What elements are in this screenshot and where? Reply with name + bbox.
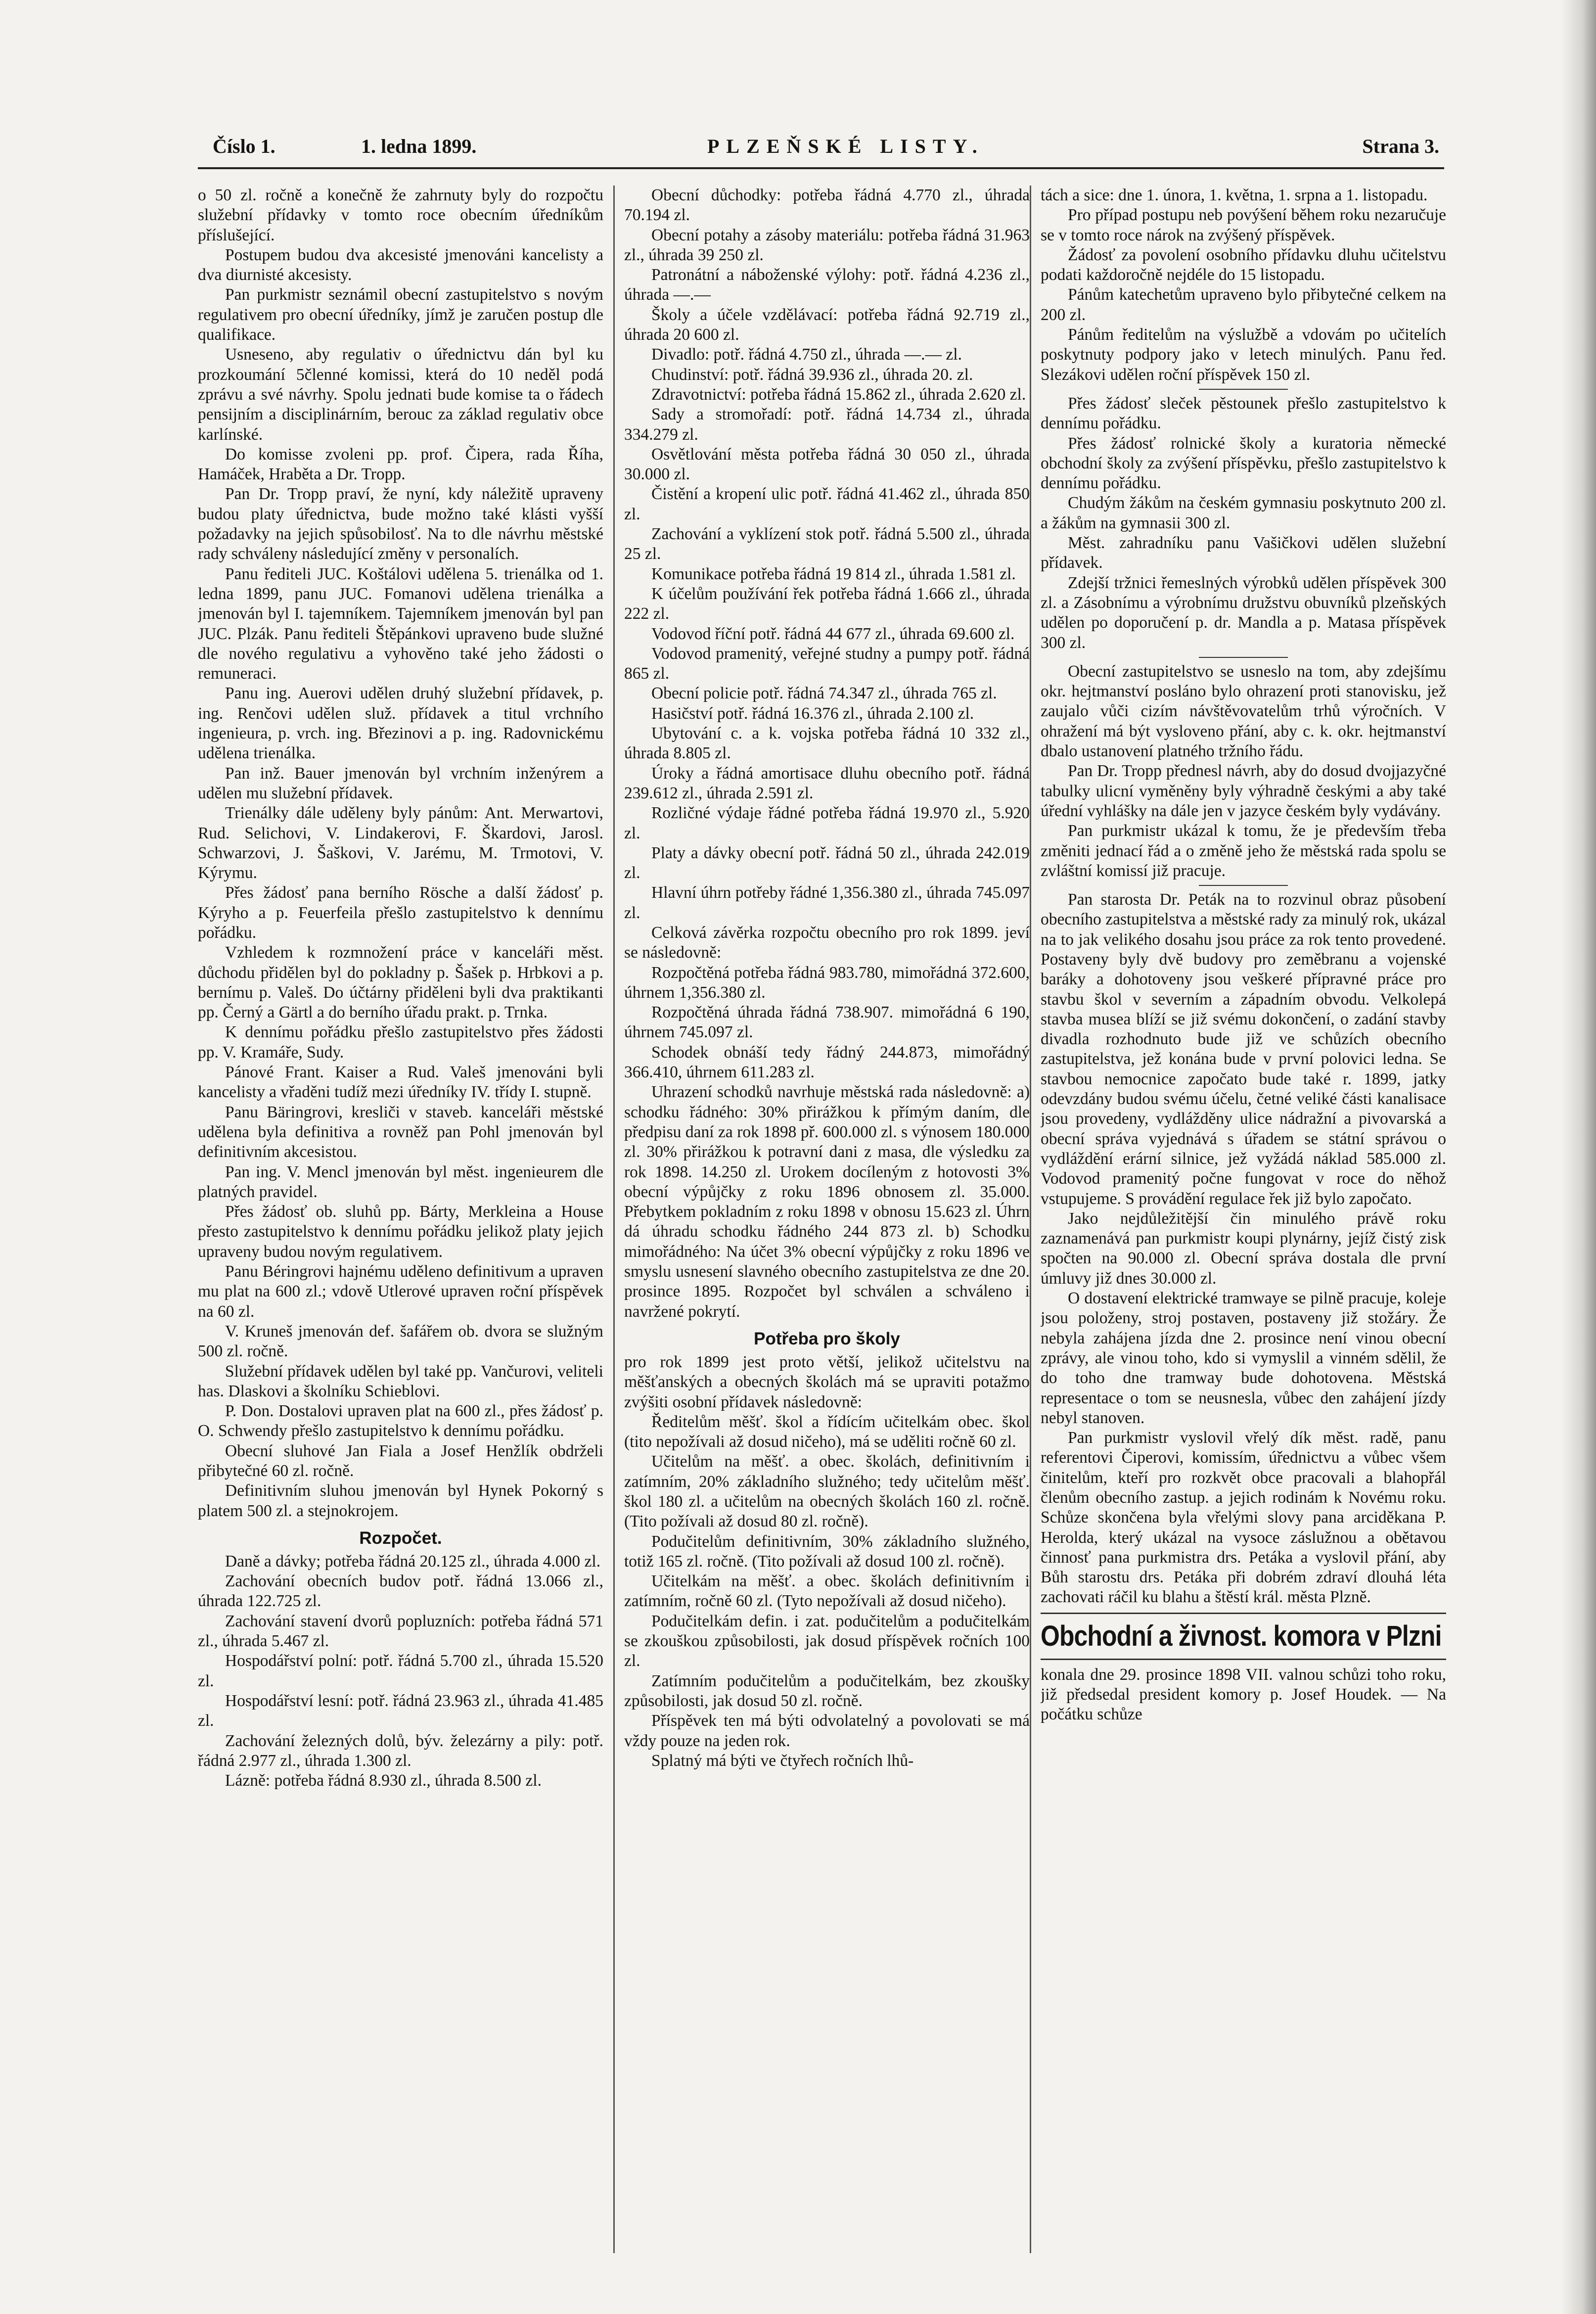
paragraph: P. Don. Dostalovi upraven plat na 600 zl., přes žádosť p. O. Schwendy přešlo zastupitelstvo k dennímu pořádku.: [198, 1402, 603, 1440]
paragraph: Trienálky dále uděleny byly pánům: Ant. Merwartovi, Rud. Selichovi, V. Lindakerovi, F. Škardovi, Jarosl. Schwarzovi, J. Šaškovi, V. Jarému, M. Trmotovi, V. Kýrymu.: [198, 804, 603, 882]
paragraph: Rozličné výdaje řádné potřeba řádná 19.970 zl., 5.920 zl.: [624, 804, 1030, 842]
paragraph: K dennímu pořádku přešlo zastupitelstvo přes žádosti pp. V. Kramáře, Sudy.: [198, 1023, 603, 1062]
paragraph: Vzhledem k rozmnožení práce v kanceláři měst. důchodu přidělen byl do pokladny p. Šašek p. Hrbkovi a p. bernímu p. Valeš. Do účtárny přiděleni byli dva praktikanti pp. Černý a Gärtl a do berního úřadu prakt. p. Trnka.: [198, 943, 603, 1022]
section-rule: [1199, 885, 1288, 886]
paragraph: Přes žádosť sleček pěstounek přešlo zastupitelstvo k dennímu pořádku.: [1041, 394, 1446, 433]
section-rule: [1041, 1613, 1446, 1614]
paragraph: Zachování obecních budov potř. řádná 13.066 zl., úhrada 122.725 zl.: [198, 1572, 603, 1611]
paragraph: Služební přídavek udělen byl také pp. Vančurovi, veliteli has. Dlaskovi a školníku Schieblovi.: [198, 1362, 603, 1400]
paragraph: Hospodářství lesní: potř. řádná 23.963 zl., úhrada 41.485 zl.: [198, 1691, 603, 1730]
paragraph: Pánové Frant. Kaiser a Rud. Valeš jmenováni byli kancelisty a vřaděni tudíž mezi úředníky IV. třídy I. stupně.: [198, 1063, 603, 1102]
paragraph: Podučitelkám defin. i zat. podučitelům a podučitelkám se zkouškou způsobilosti, jak dosud příspěvek ročních 100 zl.: [624, 1612, 1030, 1670]
paragraph: Pánům ředitelům na výslužbě a vdovám po učitelích poskytnuty podpory jako v letech minulých. Panu řed. Slezákovi udělen roční příspěvek 150 zl.: [1041, 325, 1446, 384]
paragraph: Pro případ postupu neb povýšení během roku nezaručuje se v tomto roce nárok na zvýšený příspěvek.: [1041, 206, 1446, 244]
paragraph: Pan starosta Dr. Peták na to rozvinul obraz působení obecního zastupitelstva a městské rady za minulý rok, ukázal na to jak velikého dosahu jsou práce za rok tento provedené. Postaveny byly dvě budovy pro zeměbranu a vojenské baráky a dohotoveny jsou veškeré přípravné práce pro stavbu škol v severním a západním obvodu. Velkolepá stavba musea blíží se již svému dokončení, o zadání stavby divadla rozhodnuto bude již ve schůzích obecního zastupitelstva, jež konána bude v první polovici ledna. Se stavbou nemocnice započato bude také r. 1899, jatky odevzdány budou svému účelu, četné veliké části kanalisace jsou provedeny, vydlážděny ulice nádražní a pivovarská a obecní správa vyjednává s úřadem se státní správou o vydláždění erární silnice, jež vyžádá náklad 585.000 zl. Vodovod pramenitý počne fungovat v roce do něhož vstupujeme. S provádění regulace řek již bylo započato.: [1041, 890, 1446, 1208]
paragraph: Pánům katechetům upraveno bylo přibytečné celkem na 200 zl.: [1041, 285, 1446, 324]
paragraph: Obecní potahy a zásoby materiálu: potřeba řádná 31.963 zl., úhrada 39 250 zl.: [624, 226, 1030, 264]
paragraph: Chudým žákům na českém gymnasiu poskytnuto 200 zl. a žákům na gymnasii 300 zl.: [1041, 494, 1446, 532]
section-heading: Rozpočet.: [359, 1528, 442, 1548]
paragraph: O dostavení elektrické tramwaye se pilně pracuje, koleje jsou položeny, stroj postaven, postaveny již stožáry. Že nebyla zahájena jízda dne 2. prosince není vinou obecní zprávy, ale vinou toho, kdo si vymyslil a vinném sdělil, že do toho dne tramway bude dohotovena. Městská representace o tom se neusnesla, vůbec den zahájení jízdy nebyl stanoven.: [1041, 1289, 1446, 1427]
paragraph: Obecní policie potř. řádná 74.347 zl., úhrada 765 zl.: [651, 684, 997, 703]
paragraph: Sady a stromořadí: potř. řádná 14.734 zl., úhrada 334.279 zl.: [624, 405, 1030, 444]
paragraph: Panu Bäringrovi, kresliči v staveb. kanceláři městské udělena byla definitiva a rovněž pan Pohl jmenován byl definitivním akcesistou.: [198, 1103, 603, 1161]
paragraph: V. Kruneš jmenován def. šafářem ob. dvora se služným 500 zl. ročně.: [198, 1322, 603, 1361]
paragraph: Obecní sluhové Jan Fiala a Josef Henžlík obdrželi přibytečné 60 zl. ročně.: [198, 1441, 603, 1480]
column-2: [624, 185, 1030, 2293]
paragraph: Osvětlování města potřeba řádná 30 050 zl., úhrada 30.000 zl.: [624, 445, 1030, 484]
paragraph: o 50 zl. ročně a konečně že zahrnuty byly do rozpočtu služební přídavky v tomto roce obecním úředníkům příslušející.: [198, 186, 603, 244]
paragraph: Měst. zahradníku panu Vašičkovi udělen služební přídavek.: [1041, 534, 1446, 572]
paragraph: Zdejší tržnici řemeslných výrobků udělen příspěvek 300 zl. a Zásobnímu a výrobnímu družstvu obuvníků plzeňských udělen po doporučení p. dr. Mandla a p. Matasa příspěvek 300 zl.: [1041, 573, 1446, 652]
paragraph: Ředitelům měšť. škol a řídícím učitelkám obec. škol (tito nepožívali až dosud ničeho), má se uděliti ročně 60 zl.: [624, 1412, 1030, 1451]
column-3: [1041, 185, 1446, 2293]
paragraph: Definitivním sluhou jmenován byl Hynek Pokorný s platem 500 zl. a stejnokrojem.: [198, 1481, 603, 1520]
paragraph: Pan purkmistr seznámil obecní zastupitelstvo s novým regulativem pro obecní úředníky, jímž je zaručen postup dle qualifikace.: [198, 285, 603, 344]
paragraph: Zachování a vyklízení stok potř. řádná 5.500 zl., úhrada 25 zl.: [624, 525, 1030, 563]
paragraph: Přes žádosť ob. sluhů pp. Bárty, Merkleina a House přesto zastupitelstvo k dennímu pořádku jelikož platy jejich upraveny budou novým regulativem.: [198, 1203, 603, 1261]
paragraph: Jako nejdůležitější čin minulého právě roku zaznamenává pan purkmistr koupi plynárny, jejíž čistý zisk spočten na 90.000 zl. Obecní správa dostala dle první úmluvy již dnes 30.000 zl.: [1041, 1209, 1446, 1288]
paragraph: Obecní důchodky: potřeba řádná 4.770 zl., úhrada 70.194 zl.: [624, 186, 1030, 225]
paragraph: Obecní zastupitelstvo se usneslo na tom, aby zdejšímu okr. hejtmanství posláno bylo ohrazení proti stanovisku, jež zaujalo vůči cizím návštěvovatelům trhů výročních. V ohražení má být vysloveno přání, aby c. k. okr. hejtmanství dbalo ustanovení platného tržního řádu.: [1041, 662, 1446, 761]
paragraph: Zatímním podučitelům a podučitelkám, bez zkoušky způsobilosti, jak dosud 50 zl. ročně.: [624, 1671, 1030, 1710]
paragraph: Daně a dávky; potřeba řádná 20.125 zl., úhrada 4.000 zl.: [225, 1552, 601, 1571]
page-number: Strana 3.: [1362, 135, 1439, 157]
paragraph: Komunikace potřeba řádná 19 814 zl., úhrada 1.581 zl.: [651, 564, 1016, 583]
paragraph: Panu ing. Auerovi udělen druhý služební přídavek, p. ing. Renčovi udělen služ. přídavek a titul vrchního ingenieura, p. vrch. ing. Březinovi a p. ing. Radovnickému udělena trienálka.: [198, 684, 603, 763]
paragraph: Zachování železných dolů, býv. železárny a pily: potř. řádná 2.977 zl., úhrada 1.300 zl.: [198, 1731, 603, 1770]
paragraph: Podučitelům definitivním, 30% základního služného, totiž 165 zl. ročně. (Tito požívali až dosud 100 zl. ročně).: [624, 1532, 1030, 1571]
paragraph: pro rok 1899 jest proto větší, jelikož učitelstvu na měšťanských a obecných školách má se upraviti potažmo zvýšiti osobní přídavek následovně:: [624, 1352, 1030, 1411]
paragraph: Uhrazení schodků navrhuje městská rada následovně: a) schodku řádného: 30% přirážkou k přímým daním, dle předpisu daní za rok 1898 př. 600.000 zl. s výnosem 180.000 zl. 30% přirážkou k potravní dani z masa, dle výsledku za rok 1898. 14.250 zl. Urokem docíleným z hotovosti 3% obecní výpůjčky z roku 1896 obnosem zl. 35.000. Přebytkem pokladním z roku 1898 v obnosu 15.623 zl. Úhrn dá úhradu schodku řádného 244 873 zl. b) Schodku mimořádného: Na účet 3% obecní výpůjčky z roku 1896 ve smyslu usnesení slavného obecního zastupitelstva ze dne 20. prosince 1895. Rozpočet byl schválen a schváleno i navržené pokrytí.: [624, 1083, 1030, 1321]
paragraph: Hlavní úhrn potřeby řádné 1,356.380 zl., úhrada 745.097 zl.: [624, 883, 1030, 922]
issue-number: Číslo 1.: [213, 135, 275, 157]
section-rule: [1199, 657, 1288, 658]
section-rule: [1041, 1659, 1446, 1660]
paragraph: konala dne 29. prosince 1898 VII. valnou schůzi toho roku, již předsedal president komory p. Josef Houdek. — Na počátku schůze: [1041, 1665, 1446, 1724]
paragraph: Školy a účele vzdělávací: potřeba řádná 92.719 zl., úhrada 20 600 zl.: [624, 305, 1030, 344]
paragraph: Zachování stavení dvorů popluzních: potřeba řádná 571 zl., úhrada 5.467 zl.: [198, 1612, 603, 1651]
paragraph: Rozpočtěná potřeba řádná 983.780, mimořádná 372.600, úhrnem 1,356.380 zl.: [624, 963, 1030, 1002]
paragraph: Patronátní a náboženské výlohy: potř. řádná 4.236 zl., úhrada —.—: [624, 266, 1030, 304]
page-edge-shadow: [1561, 0, 1596, 2314]
paragraph: Čistění a kropení ulic potř. řádná 41.462 zl., úhrada 850 zl.: [624, 485, 1030, 523]
paragraph: Žádosť za povolení osobního přídavku dluhu učitelstvu podati každoročně nejdéle do 15 listopadu.: [1041, 245, 1446, 284]
section-heading: Potřeba pro školy: [754, 1329, 900, 1348]
paragraph: Hospodářství polní: potř. řádná 5.700 zl., úhrada 15.520 zl.: [198, 1652, 603, 1690]
paragraph: Postupem budou dva akcesisté jmenováni kancelisty a dva diurnisté akcesisty.: [198, 245, 603, 284]
paragraph: Panu Béringrovi hajnému uděleno definitivum a upraven mu plat na 600 zl.; vdově Utlerové upraven roční příspěvek na 60 zl.: [198, 1262, 603, 1321]
paragraph: Splatný má býti ve čtyřech ročních lhů-: [651, 1751, 914, 1770]
column-divider-1: [613, 185, 615, 2253]
paragraph: Zdravotnictví: potřeba řádná 15.862 zl., úhrada 2.620 zl.: [651, 385, 1026, 404]
paragraph: Pan ing. V. Mencl jmenován byl měst. ingenieurem dle platných pravidel.: [198, 1162, 603, 1201]
section-rule: [1199, 389, 1288, 390]
paragraph: Celková závěrka rozpočtu obecního pro rok 1899. jeví se následovně:: [624, 923, 1030, 962]
paragraph: K účelům používání řek potřeba řádná 1.666 zl., úhrada 222 zl.: [624, 584, 1030, 623]
column-1: [198, 185, 603, 2293]
paragraph: Usneseno, aby regulativ o úřednictvu dán byl ku prozkoumání 5členné komissi, která do 10 neděl podá zprávu a své návrhy. Spolu jednati bude komise ta o řádech pensijním a disciplinárním, berouc za základ regulativ obce karlínské.: [198, 345, 603, 444]
paragraph: Do komisse zvoleni pp. prof. Čipera, rada Říha, Hamáček, Hraběta a Dr. Tropp.: [198, 445, 603, 484]
paragraph: Panu řediteli JUC. Koštálovi udělena 5. trienálka od 1. ledna 1899, panu JUC. Fomanovi udělena trienálka a jmenován byl I. tajemníkem. Tajemníkem jmenován byl pan JUC. Plzák. Panu řediteli Štěpánkovi upraveno bude služné dle nového regulativu a vyhověno také jeho žádosti o remuneraci.: [198, 564, 603, 683]
paragraph: Divadlo: potř. řádná 4.750 zl., úhrada —.— zl.: [651, 345, 962, 364]
paragraph: Učitelkám na měšť. a obec. školách definitivním i zatímním, ročně 60 zl. (Tyto nepožívali až dosud ničeho).: [624, 1572, 1030, 1611]
page-header: [213, 135, 1439, 164]
column-divider-2: [1030, 185, 1031, 2253]
paragraph: Vodovod pramenitý, veřejné studny a pumpy potř. řádná 865 zl.: [624, 644, 1030, 683]
paragraph: Příspěvek ten má býti odvolatelný a povolovati se má vždy pouze na jeden rok.: [624, 1712, 1030, 1750]
paragraph: Hasičství potř. řádná 16.376 zl., úhrada 2.100 zl.: [651, 704, 974, 723]
paragraph: Lázně: potřeba řádná 8.930 zl., úhrada 8.500 zl.: [225, 1771, 542, 1790]
paragraph: Rozpočtěná úhrada řádná 738.907. mimořádná 6 190, úhrnem 745.097 zl.: [624, 1003, 1030, 1042]
paragraph: Schodek obnáší tedy řádný 244.873, mimořádný 366.410, úhrnem 611.283 zl.: [624, 1043, 1030, 1082]
issue-date: 1. ledna 1899.: [361, 135, 477, 157]
paragraph: Ubytování c. a k. vojska potřeba řádná 10 332 zl., úhrada 8.805 zl.: [624, 724, 1030, 763]
paragraph: Pan purkmistr vyslovil vřelý dík měst. radě, panu referentovi Čiperovi, komissím, úřednictvu a vůbec všem činitelům, kteří pro rozkvět obce pracovali a blahopřál členům obecního zastup. a jejich rodinám k Novému roku. Schůze skončena byla vřelými slovy pana arciděkana P. Herolda, který ukázal na vysoce záslužnou a obětavou činnosť pana purkmistra drs. Petáka a vyslovil přání, aby Bůh starostu drs. Petáka při dobrém zdraví dlouhá léta zachovati ráčil ku blahu a štěstí král. města Plzně.: [1041, 1429, 1446, 1607]
paragraph: Platy a dávky obecní potř. řádná 50 zl., úhrada 242.019 zl.: [624, 843, 1030, 882]
paragraph: Vodovod říční potř. řádná 44 677 zl., úhrada 69.600 zl.: [651, 624, 1015, 643]
paragraph: Pan purkmistr ukázal k tomu, že je především třeba změniti jednací řád a o změně jeho že městská rada spolu se zvláštní komissí již pracuje.: [1041, 822, 1446, 880]
paragraph: Učitelům na měšť. a obec. školách, definitivním i zatímním, 20% základního služného; tedy učitelům měšť. škol 180 zl. a učitelům na obecných školách 160 zl. ročně. (Tito požívali až dosud 80 zl. ročně).: [624, 1452, 1030, 1531]
paragraph: Pan Dr. Tropp přednesl návrh, aby do dosud dvojjazyčné tabulky ulicní vyměněny byly výhradně českými a aby také úřední vyhlášky na dále jen v jazyce českém byly vydávány.: [1041, 762, 1446, 820]
header-rule: [198, 167, 1444, 169]
paragraph: Pan inž. Bauer jmenován byl vrchním inženýrem a udělen mu služební přídavek.: [198, 764, 603, 802]
paragraph: Pan Dr. Tropp praví, že nyní, kdy náležitě upraveny budou platy úřednictva, bude možno také klásti vyšší požadavky na jejich spůsobilosť. Na to dle návrhu městské rady schváleny následující změny v personalích.: [198, 485, 603, 563]
newspaper-title: PLZEŇSKÉ LISTY.: [707, 135, 984, 157]
paragraph: Chudinství: potř. řádná 39.936 zl., úhrada 20. zl.: [651, 365, 973, 384]
section-heading: Obchodní a živnost. komora v Plzni: [1041, 1620, 1442, 1652]
paragraph: Přes žádosť pana berního Rösche a další žádosť p. Kýryho a p. Feuerfeila přešlo zastupitelstvo k dennímu pořádku.: [198, 883, 603, 942]
paragraph: tách a sice: dne 1. února, 1. května, 1. srpna a 1. listopadu.: [1041, 186, 1428, 204]
paragraph: Přes žádosť rolnické školy a kuratoria německé obchodní školy za zvýšení příspěvku, přešlo zastupitelstvo k dennímu pořádku.: [1041, 434, 1446, 493]
paragraph: Úroky a řádná amortisace dluhu obecního potř. řádná 239.612 zl., úhrada 2.591 zl.: [624, 764, 1030, 802]
